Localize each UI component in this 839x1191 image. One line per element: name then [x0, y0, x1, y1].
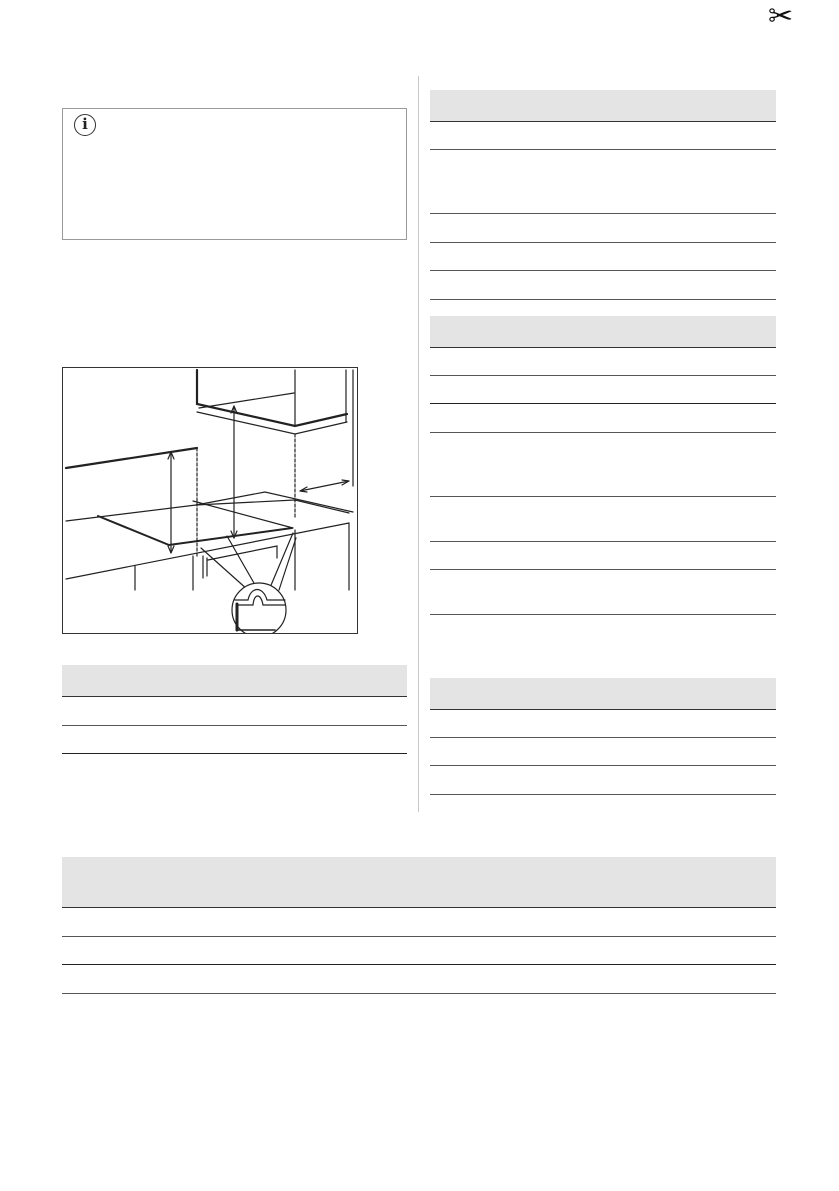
table-header-cell	[430, 90, 776, 121]
table-cell	[62, 696, 407, 725]
table-header-cell	[430, 316, 776, 347]
right-data-table-2	[430, 316, 776, 615]
table-row	[430, 765, 776, 794]
table-row	[430, 347, 776, 375]
table-cell	[430, 403, 776, 432]
table-header-row	[62, 857, 776, 907]
table-row	[62, 696, 407, 725]
table-cell	[62, 964, 776, 993]
table-row	[430, 121, 776, 149]
table-header-row	[430, 316, 776, 347]
table-cell	[430, 541, 776, 569]
table-cell	[430, 765, 776, 794]
table-row	[430, 242, 776, 270]
table-cell	[430, 737, 776, 765]
table-row	[430, 270, 776, 299]
table-row	[430, 375, 776, 403]
table-cell	[430, 270, 776, 299]
scissors-icon: ✂	[768, 0, 794, 33]
table-header-cell	[430, 678, 776, 709]
table-row	[62, 936, 776, 964]
table-row	[430, 213, 776, 242]
table-row	[430, 569, 776, 614]
info-icon: i	[74, 114, 96, 136]
table-header-cell	[62, 857, 776, 907]
right-data-table-3	[430, 678, 776, 795]
table-cell	[430, 213, 776, 242]
table-row	[430, 432, 776, 496]
table-header-row	[430, 678, 776, 709]
table-row	[430, 737, 776, 765]
table-cell	[430, 149, 776, 213]
table-header-row	[62, 665, 407, 696]
column-divider	[418, 76, 419, 812]
info-note-box	[62, 108, 407, 240]
left-data-table	[62, 665, 407, 754]
table-cell	[430, 709, 776, 737]
table-cell	[62, 907, 776, 936]
table-cell	[430, 496, 776, 541]
table-row	[430, 403, 776, 432]
table-cell	[62, 725, 407, 753]
table-row	[430, 149, 776, 213]
table-row	[430, 709, 776, 737]
right-data-table-1	[430, 90, 776, 300]
table-cell	[430, 432, 776, 496]
table-row	[62, 964, 776, 993]
table-cell	[430, 375, 776, 403]
table-row	[62, 725, 407, 753]
table-row	[430, 541, 776, 569]
table-cell	[62, 936, 776, 964]
table-cell	[430, 347, 776, 375]
table-cell	[430, 242, 776, 270]
bottom-data-table	[62, 857, 776, 994]
table-row	[62, 907, 776, 936]
table-cell	[430, 569, 776, 614]
installation-clearance-diagram	[63, 368, 358, 634]
table-row	[430, 496, 776, 541]
table-header-row	[430, 90, 776, 121]
table-cell	[430, 121, 776, 149]
installation-figure	[62, 367, 358, 634]
table-header-cell	[62, 665, 407, 696]
